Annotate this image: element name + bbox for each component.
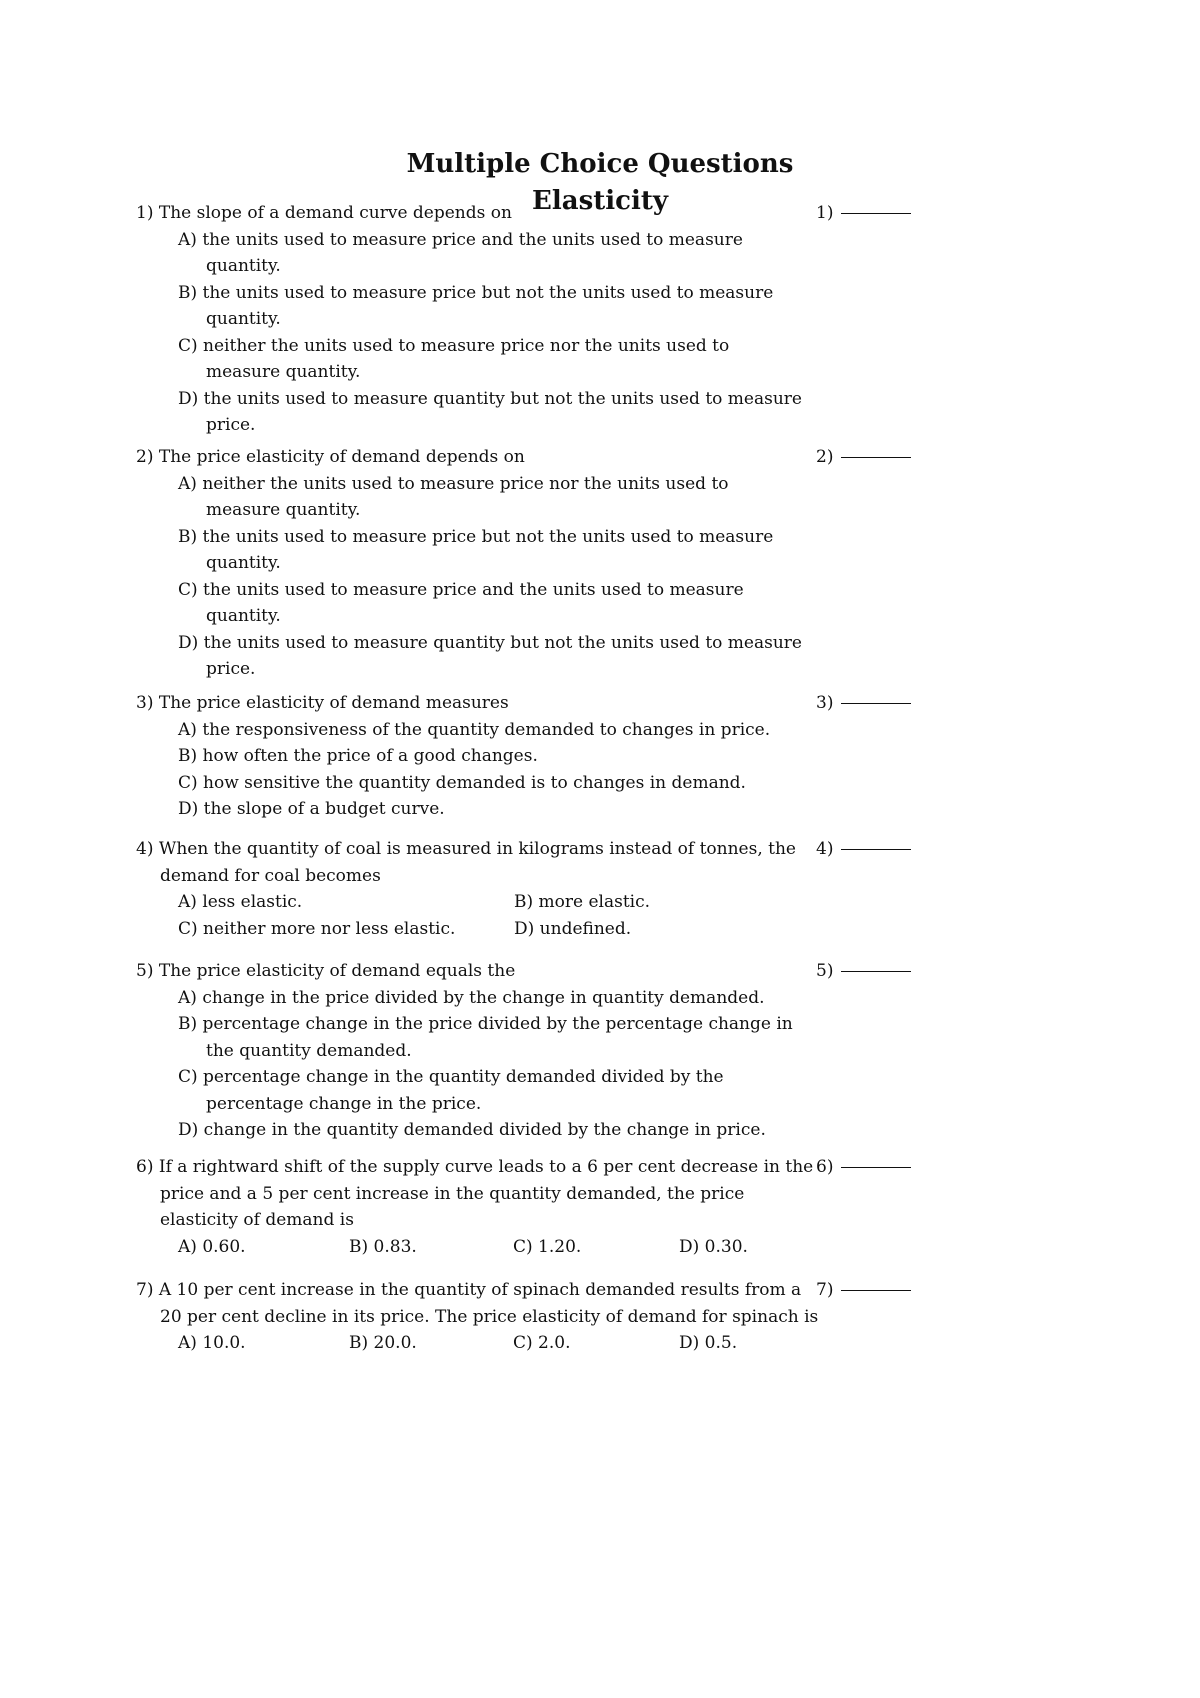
answer-slot[interactable] xyxy=(816,1277,911,1304)
option-d: D) the units used to measure quantity but not the units used to measure price. xyxy=(178,388,802,435)
question-stem: 1) The slope of a demand curve depends on xyxy=(136,203,512,223)
answer-blank[interactable] xyxy=(841,970,911,972)
answer-slot[interactable] xyxy=(816,1154,911,1181)
option-c: C) 2.0. xyxy=(513,1333,571,1353)
answer-number: 7) xyxy=(816,1280,834,1300)
option-a: A) the responsiveness of the quantity demanded to changes in price. xyxy=(178,719,771,740)
answer-number: 4) xyxy=(816,839,834,859)
option-b: B) the units used to measure price but not the units used to measure quantity. xyxy=(178,282,774,329)
answer-slot[interactable] xyxy=(816,690,911,717)
page-title: Multiple Choice Questions xyxy=(406,149,794,179)
answer-blank[interactable] xyxy=(841,848,911,850)
option-a: A) 10.0. xyxy=(178,1333,246,1353)
answer-number: 2) xyxy=(816,447,834,467)
question-4 xyxy=(136,836,1076,942)
options-grid xyxy=(178,1330,1076,1357)
option-d: D) the slope of a budget curve. xyxy=(178,799,445,819)
answer-slot[interactable] xyxy=(816,836,911,863)
options-grid xyxy=(178,1234,1076,1261)
option-c: C) 1.20. xyxy=(513,1236,582,1257)
question-1 xyxy=(136,200,1076,439)
option-b: B) how often the price of a good changes. xyxy=(178,746,538,766)
question-stem: 6) If a rightward shift of the supply curve leads to a 6 per cent decrease in the price and a 5 per cent increase in the quantity demanded, the price elasticity of demand is xyxy=(136,1157,814,1230)
answer-blank[interactable] xyxy=(841,1166,911,1168)
option-c: C) the units used to measure price and the units used to measure quantity. xyxy=(178,579,744,626)
option-b: B) more elastic. xyxy=(514,892,651,912)
answer-blank[interactable] xyxy=(841,212,911,214)
option-a: A) the units used to measure price and the units used to measure quantity. xyxy=(178,229,743,276)
question-stem: 7) A 10 per cent increase in the quantity of spinach demanded results from a 20 per cent decline in its price. The price elasticity of demand for spinach is xyxy=(136,1280,819,1327)
option-b: B) the units used to measure price but not the units used to measure quantity. xyxy=(178,526,774,573)
question-stem: 2) The price elasticity of demand depends on xyxy=(136,447,525,467)
option-c: C) neither more nor less elastic. xyxy=(178,918,456,939)
answer-slot[interactable] xyxy=(816,958,911,985)
option-d: D) 0.5. xyxy=(679,1333,738,1353)
answer-blank[interactable] xyxy=(841,702,911,704)
page-subtitle: Elasticity xyxy=(532,186,668,216)
answer-slot[interactable] xyxy=(816,444,911,471)
question-2 xyxy=(136,444,1076,683)
option-c: C) neither the units used to measure price nor the units used to measure quantity. xyxy=(178,335,730,382)
option-c: C) how sensitive the quantity demanded is to changes in demand. xyxy=(178,772,746,793)
question-5 xyxy=(136,958,1076,1144)
option-a: A) 0.60. xyxy=(178,1236,246,1257)
answer-slot[interactable] xyxy=(816,200,911,227)
option-b: B) 0.83. xyxy=(349,1236,417,1257)
option-a: A) neither the units used to measure price nor the units used to measure quantity. xyxy=(178,473,729,520)
answer-number: 3) xyxy=(816,693,834,713)
option-d: D) undefined. xyxy=(514,918,632,939)
option-b: B) 20.0. xyxy=(349,1333,417,1353)
option-d: D) 0.30. xyxy=(679,1236,748,1257)
question-stem: 5) The price elasticity of demand equals the xyxy=(136,961,516,981)
question-3 xyxy=(136,690,1076,823)
answer-number: 1) xyxy=(816,203,834,223)
option-a: A) change in the price divided by the change in quantity demanded. xyxy=(178,987,765,1008)
question-7 xyxy=(136,1277,1076,1357)
option-d: D) the units used to measure quantity but not the units used to measure price. xyxy=(178,632,802,679)
question-6 xyxy=(136,1154,1076,1260)
answer-number: 6) xyxy=(816,1157,834,1177)
option-d: D) change in the quantity demanded divided by the change in price. xyxy=(178,1120,766,1140)
answer-number: 5) xyxy=(816,961,834,981)
options-grid xyxy=(178,889,1076,942)
option-b: B) percentage change in the price divided by the percentage change in the quantity demanded. xyxy=(178,1014,793,1061)
answer-blank[interactable] xyxy=(841,1289,911,1291)
question-stem: 4) When the quantity of coal is measured in kilograms instead of tonnes, the demand for coal becomes xyxy=(136,839,796,886)
option-a: A) less elastic. xyxy=(178,892,303,912)
option-c: C) percentage change in the quantity demanded divided by the percentage change in the price. xyxy=(178,1067,724,1114)
answer-blank[interactable] xyxy=(841,456,911,458)
question-stem: 3) The price elasticity of demand measures xyxy=(136,693,509,713)
